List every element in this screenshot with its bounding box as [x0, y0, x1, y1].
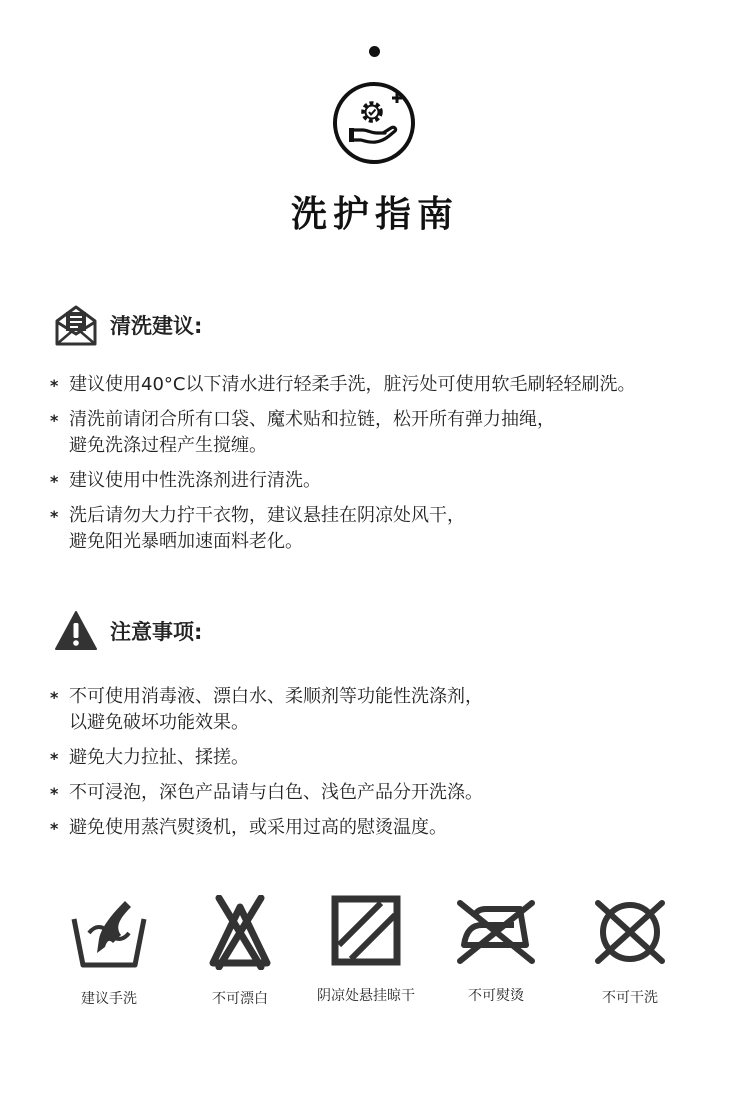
care-label: 阴凉处悬挂晾干 [317, 988, 415, 1004]
list-item: * 建议使用中性洗涤剂进行清洗。 [50, 470, 321, 491]
list-item: * 洗后请勿大力拧干衣物，建议悬挂在阴凉处风干， 避免阳光暴晒加速面料老化。 [50, 505, 465, 552]
notes-section-header [54, 609, 202, 653]
care-label: 建议手洗 [81, 991, 137, 1007]
list-item: * 避免使用蒸汽熨烫机，或采用过高的慰烫温度。 [50, 817, 447, 838]
no-dry-clean-icon [593, 895, 667, 969]
page-title: 洗护指南 [290, 194, 459, 235]
care-symbol-shade-hang-dry [311, 895, 421, 1005]
care-label: 不可漂白 [212, 991, 268, 1007]
care-symbol-no-bleach [185, 895, 295, 1008]
hand-wash-icon [69, 895, 149, 970]
care-symbol-no-dry-clean [575, 895, 685, 1007]
envelope-document-icon [54, 303, 98, 347]
list-item: * 清洗前请闭合所有口袋、魔术贴和拉链，松开所有弹力抽绳， 避免洗涤过程产生搅缠。 [50, 409, 555, 456]
shade-hang-dry-icon [331, 895, 401, 967]
no-iron-icon [456, 895, 536, 967]
care-symbol-no-iron [441, 895, 551, 1005]
care-guide-logo-icon [331, 80, 417, 166]
list-item: * 不可使用消毒液、漂白水、柔顺剂等功能性洗涤剂， 以避免破坏功能效果。 [50, 686, 483, 733]
notes-heading: 注意事项: [110, 620, 203, 644]
cleaning-list [50, 372, 635, 564]
care-label: 不可干洗 [602, 990, 658, 1006]
list-item: * 避免大力拉扯、揉搓。 [50, 747, 249, 768]
care-label: 不可熨烫 [468, 988, 524, 1004]
no-bleach-icon [205, 895, 275, 970]
cleaning-heading: 清洗建议: [110, 314, 203, 338]
notes-list [50, 684, 483, 850]
list-item: * 建议使用40°C以下清水进行轻柔手洗，脏污处可使用软毛刷轻轻刷洗。 [50, 374, 636, 395]
list-item: * 不可浸泡，深色产品请与白色、浅色产品分开洗涤。 [50, 782, 483, 803]
header-dot [369, 46, 380, 57]
cleaning-section-header [54, 303, 202, 347]
care-symbol-hand-wash [54, 895, 164, 1008]
warning-icon [54, 609, 98, 653]
